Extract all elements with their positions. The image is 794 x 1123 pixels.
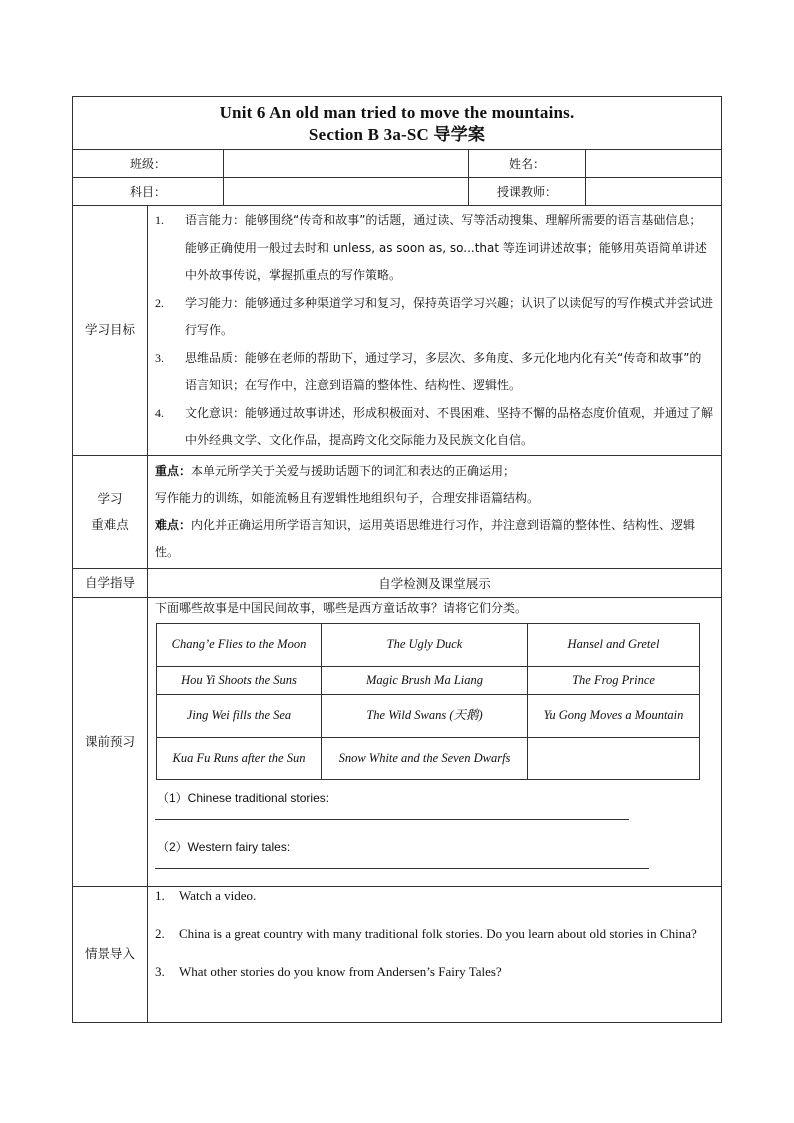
key-text-2: 写作能力的训练，如能流畅且有逻辑性地组织句子，合理安排语篇结构。 <box>155 490 540 505</box>
key-text: 本单元所学关于关爱与援助话题下的词汇和表达的正确运用； <box>191 463 516 478</box>
story-cell: The Frog Prince <box>528 666 700 694</box>
intro-number: 1. <box>155 887 165 903</box>
goal-item <box>155 400 713 455</box>
name-label: 姓名： <box>469 150 586 178</box>
goal-item <box>155 345 713 400</box>
hard-points <box>155 512 713 566</box>
intro-number: 3. <box>155 963 165 979</box>
goals-label: 学习目标 <box>73 206 148 456</box>
subject-label: 科目： <box>73 178 224 206</box>
story-cell: Kua Fu Runs after the Sun <box>157 737 322 779</box>
goal-number: 3. <box>155 350 164 365</box>
stories-table <box>156 623 700 780</box>
guide-heading: 自学检测及课堂展示 <box>148 568 722 597</box>
western-tales-answer-line[interactable] <box>155 858 649 869</box>
class-label: 班级： <box>73 150 224 178</box>
western-tales-question: （2）Western fairy tales: <box>157 839 291 854</box>
teacher-label: 授课教师： <box>469 178 586 206</box>
chinese-stories-answer-line[interactable] <box>155 809 629 820</box>
difficulties-label-line-2: 重难点 <box>91 516 129 532</box>
goal-text: 语言能力：能够围绕“传奇和故事”的话题，通过读、写等活动搜集、理解所需要的语言基础信息；能够正确使用一般过去时和 unless, as soon as, so...that 等连词讲述故事；能够用英语简单讲述中外故事传说，掌握抓重点的写作策略。 <box>185 213 707 282</box>
story-cell: Hansel and Gretel <box>528 623 700 666</box>
difficulties-content <box>148 455 722 568</box>
goal-number: 2. <box>155 295 164 310</box>
difficulties-label-line-1: 学习 <box>97 490 123 506</box>
story-cell: Magic Brush Ma Liang <box>322 666 528 694</box>
intro-item <box>155 960 713 984</box>
intro-text: Watch a video. <box>179 887 257 903</box>
title-line-2: Section B 3a-SC 导学案 <box>308 124 486 144</box>
goal-item <box>155 290 713 345</box>
title-line-1: Unit 6 An old man tried to move the mountains. <box>219 102 575 122</box>
story-cell: Jing Wei fills the Sea <box>157 694 322 737</box>
intro-item <box>155 884 713 908</box>
name-field[interactable] <box>586 150 722 178</box>
preview-label: 课前预习 <box>73 597 148 886</box>
chinese-stories-question: （1）Chinese traditional stories: <box>157 790 330 805</box>
page-title <box>73 97 722 150</box>
goal-text: 学习能力：能够通过多种渠道学习和复习，保持英语学习兴趣；认识了以读促写的写作模式并尝试进行写作。 <box>185 295 714 337</box>
study-guide-table <box>72 96 722 1023</box>
intro-number: 2. <box>155 925 165 941</box>
hard-label: 难点： <box>155 517 192 532</box>
difficulties-label <box>73 455 148 568</box>
goal-number: 4. <box>155 405 164 420</box>
goal-text: 文化意识：能够通过故事讲述，形成积极面对、不畏困难、坚持不懈的品格态度价值观，并通过了解中外经典文学、文化作品，提高跨文化交际能力及民族文化自信。 <box>185 405 714 447</box>
teacher-field[interactable] <box>586 178 722 206</box>
preview-prompt: 下面哪些故事是中国民间故事，哪些是西方童话故事？请将它们分类。 <box>155 600 528 615</box>
goal-number: 1. <box>155 213 164 227</box>
goals-content <box>148 206 722 456</box>
story-cell: The Wild Swans (天鹅) <box>322 694 528 737</box>
key-label: 重点： <box>155 463 192 478</box>
goal-item <box>155 207 713 290</box>
story-cell: Chang’e Flies to the Moon <box>157 623 322 666</box>
story-cell: Yu Gong Moves a Mountain <box>528 694 700 737</box>
intro-item <box>155 922 713 946</box>
story-cell: Hou Yi Shoots the Suns <box>157 666 322 694</box>
preview-content <box>148 597 722 886</box>
intro-text: What other stories do you know from Andersen’s Fairy Tales? <box>179 963 502 979</box>
goal-text: 思维品质：能够在老师的帮助下，通过学习，多层次、多角度、多元化地内化有关“传奇和故事”的语言知识；在写作中，注意到语篇的整体性、结构性、逻辑性。 <box>185 350 702 392</box>
key-points <box>155 458 713 485</box>
story-cell: Snow White and the Seven Dwarfs <box>322 737 528 779</box>
class-field[interactable] <box>224 150 469 178</box>
intro-text: China is a great country with many traditional folk stories. Do you learn about old stories in China? <box>179 925 697 941</box>
intro-content <box>148 886 722 1022</box>
story-cell <box>528 737 700 779</box>
story-cell: The Ugly Duck <box>322 623 528 666</box>
guide-label: 自学指导 <box>73 568 148 597</box>
subject-field[interactable] <box>224 178 469 206</box>
hard-text: 内化并正确运用所学语言知识，运用英语思维进行习作，并注意到语篇的整体性、结构性、逻辑性。 <box>155 517 696 559</box>
intro-label: 情景导入 <box>73 886 148 1022</box>
